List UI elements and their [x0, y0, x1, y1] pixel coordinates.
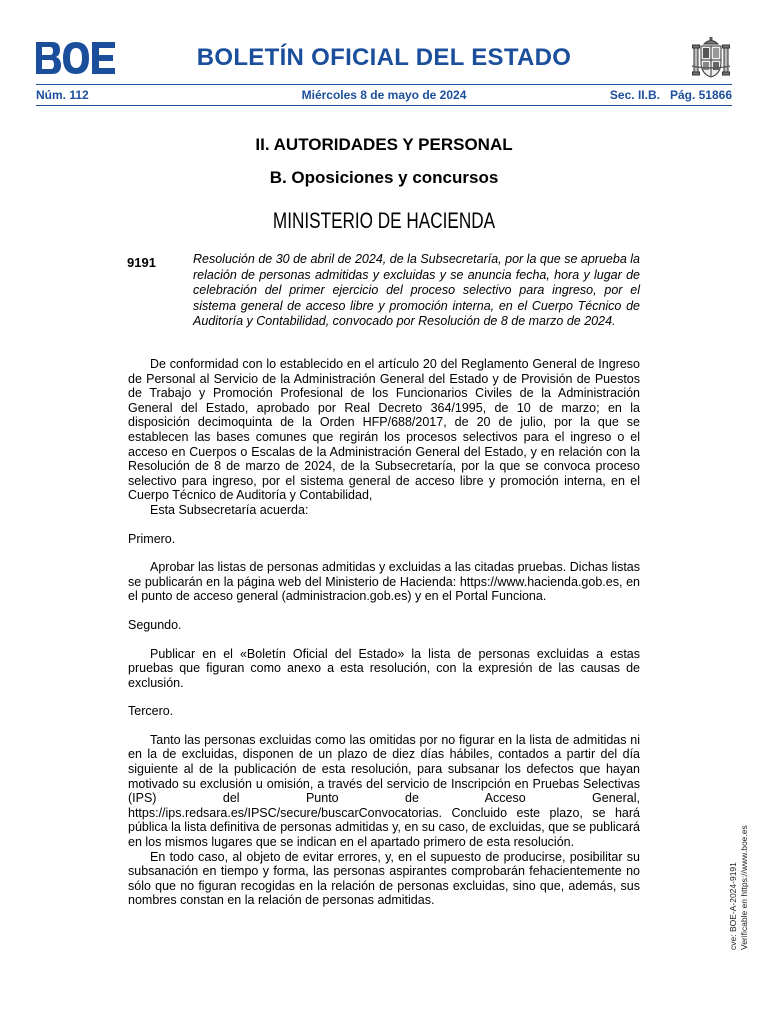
segundo-paragraph: Publicar en el «Boletín Oficial del Estado» la lista de personas excluidas a estas pruebas que figuran como anexo a esta resolución, con la expresión de las causas de exclusión. — [128, 646, 640, 690]
subsection-heading: B. Oposiciones y concursos — [269, 168, 499, 187]
article-summary: Resolución de 30 de abril de 2024, de la Subsecretaría, por la que se aprueba la relación de personas admitidas y excluidas y se anuncia fecha, hora y lugar de celebración del primer ejercicio del proceso selectivo para ingreso, por el sistema general de acceso libre y promoción interna, en el Cuerpo Técnico de Auditoría y Contabilidad, convocado por Resolución de 8 de marzo de 2024. — [193, 252, 640, 329]
cve-code: cve: BOE-A-2024-9191 — [728, 862, 738, 950]
article-body — [128, 357, 640, 908]
coat-of-arms-icon — [690, 36, 732, 80]
header-rule-bottom — [36, 105, 732, 106]
verification-link[interactable]: Verificable en https://www.boe.es — [739, 825, 749, 950]
primero-heading: Primero. — [128, 531, 176, 546]
primero-paragraph: Aprobar las listas de personas admitidas y excluidas a las citadas pruebas. Dichas listas se publicarán en la página web del Ministerio de Hacienda: https://www.hacienda.gob.es, en el punto de acceso general (administracion.gob.es) y en el Portal Funciona. — [128, 560, 640, 604]
tercero-heading: Tercero. — [128, 704, 174, 719]
publication-title: BOLETÍN OFICIAL DEL ESTADO — [196, 44, 572, 71]
issue-number: Núm. 112 — [36, 88, 89, 102]
boe-logo-icon — [36, 42, 116, 74]
header-info-row — [36, 88, 732, 104]
intro-paragraph: De conformidad con lo establecido en el artículo 20 del Reglamento General de Ingreso de Personal al Servicio de la Administración General del Estado y de Provisión de Puestos de Trabajo y Promoción Profesional de los Funcionarios Civiles de la Administración General del Estado, aprobado por Real Decreto 364/1995, de 10 de marzo; en la disposición decimoquinta de la Orden HFP/688/2017, de 20 de julio, por la que se establecen las bases comunes que regirán los procesos selectivos para el ingreso o el acceso en Cuerpos o Escalas de la Administración General del Estado, y en relación con la Resolución de 8 de marzo de 2024, de la Subsecretaría, por la que se convoca proceso selectivo para ingreso, por el sistema general de acceso libre y promoción interna, en el Cuerpo Técnico de Auditoría y Contabilidad, — [128, 357, 640, 503]
verification-sidebar — [728, 820, 750, 950]
agreement-paragraph: Esta Subsecretaría acuerda: — [150, 502, 309, 517]
segundo-heading: Segundo. — [128, 617, 182, 632]
tercero-paragraph: Tanto las personas excluidas como las omitidas por no figurar en la lista de admitidas ni en la de excluidas, disponen de un plazo de diez días hábiles, contados a partir del día siguiente al de la publicación de esta resolución, para subsanar los defectos que hayan motivado su exclusión u omisión, a través del servicio de Inscripción en Pruebas Selectivas (IPS) del Punto de Acceso General, https://ips.redsara.es/IPSC/secure/buscarConvocatorias. Concluido este plazo, se hará pública la lista definitiva de personas admitidas y, en su caso, de excluidas, que se publicará en los mismos lugares que se indican en el apartado primero de esta resolución. — [128, 732, 640, 850]
section-heading: II. AUTORIDADES Y PERSONAL — [255, 135, 513, 154]
section-page: Sec. II.B. Pág. 51866 — [609, 88, 732, 102]
article-number: 9191 — [127, 255, 156, 270]
tercero-paragraph-2: En todo caso, al objeto de evitar errores, y, en el supuesto de producirse, posibilitar su subsanación en tiempo y forma, las personas aspirantes comprobarán fehacientemente no sólo que no figuran recogidas en la relación de personas excluidas, sino que, además, sus nombres constan en la relación de personas admitidas. — [128, 849, 640, 908]
header-rule-top — [36, 84, 732, 85]
ministry-heading: MINISTERIO DE HACIENDA — [272, 208, 496, 233]
issue-date: Miércoles 8 de mayo de 2024 — [301, 88, 467, 102]
